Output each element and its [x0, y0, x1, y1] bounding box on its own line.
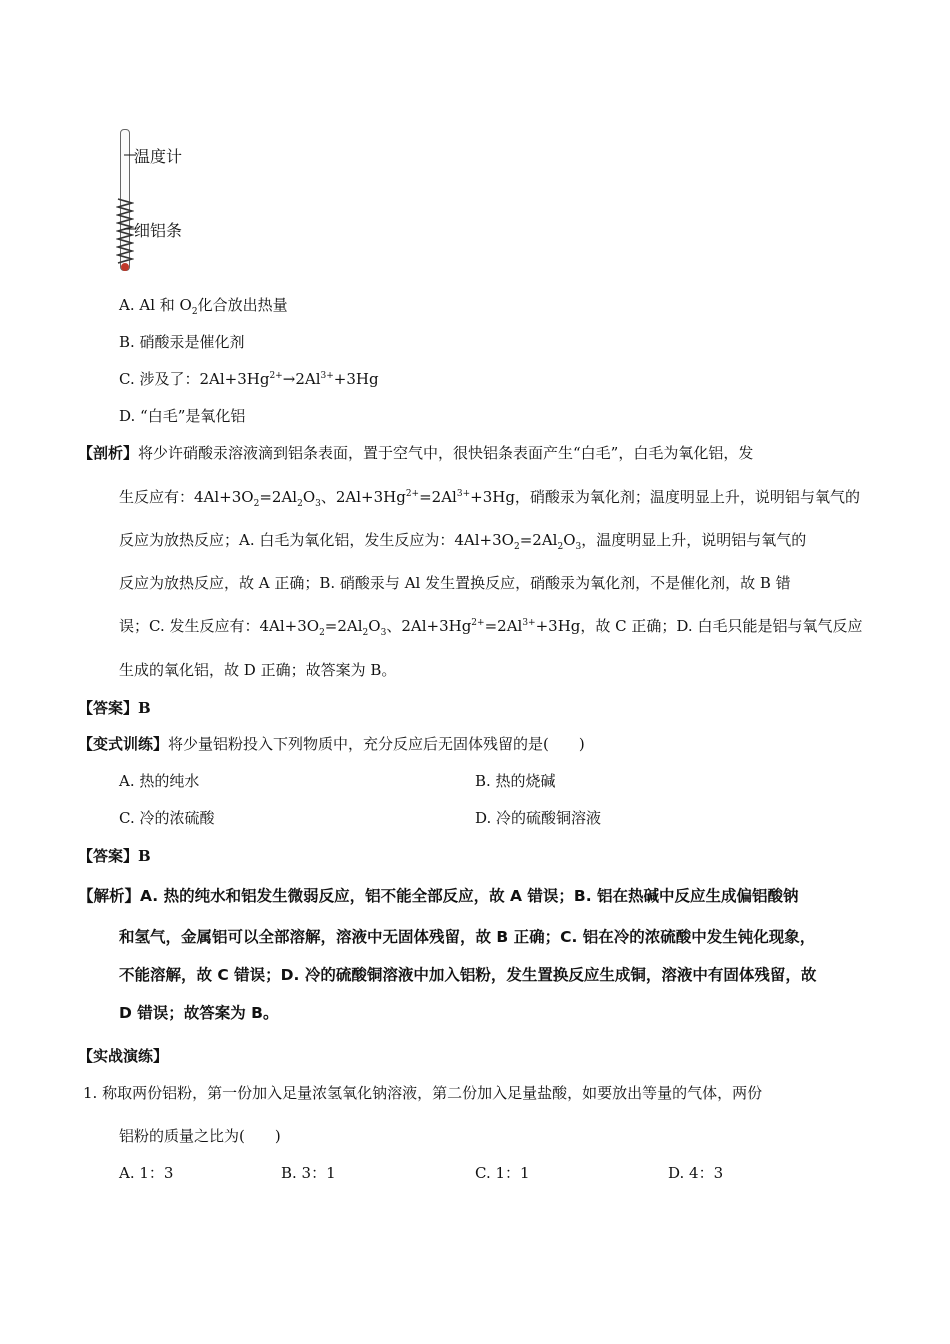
arrow-icon: → — [282, 370, 296, 388]
variant-option-a: A. 热的纯水 — [119, 772, 200, 790]
explanation-line-4: D 错误；故答案为 B。 — [119, 1004, 279, 1022]
variant-heading: 【变式训练】 — [78, 735, 169, 753]
practice-option-a: A. 1：3 — [119, 1164, 174, 1182]
analysis-line-6: 生成的氧化铝，故 D 正确；故答案为 B。 — [119, 661, 397, 679]
option-b: B. 硝酸汞是催化剂 — [119, 333, 245, 351]
analysis-line-3: 反应为放热反应；A. 白毛为氧化铝，发生反应为：$4Al+3O_2=2Al_2O_3$，温度明显上升，说明铝与氧气的 — [119, 531, 807, 552]
practice-question-1-line-1: 1. 称取两份铝粉，第一份加入足量浓氢氧化钠溶液，第二份加入足量盐酸，如要放出等量的气体，两份 — [83, 1084, 763, 1102]
explanation-line-3: 不能溶解，故 C 错误；D. 冷的硫酸铜溶液中加入铝粉，发生置换反应生成铜，溶液中有固体残留，故 — [119, 966, 817, 984]
answer-1: 【答案】B — [78, 699, 151, 717]
practice-option-c: C. 1：1 — [475, 1164, 530, 1182]
analysis-line-4: 反应为放热反应，故 A 正确；B. 硝酸汞与 Al 发生置换反应，硝酸汞为氧化剂，不是催化剂，故 B 错 — [119, 574, 791, 592]
answer-2: 【答案】B — [78, 847, 151, 865]
analysis-line-5: 误；C. 发生反应有：$4Al+3O_2=2Al_2O_3$、$2Al+3Hg^{2+}=2Al^{3+}+3Hg$，故 C 正确；D. 白毛只能是铝与氧气反应 — [119, 617, 863, 638]
explanation-line-1: 【解析】A. 热的纯水和铝发生微弱反应，铝不能全部反应，故 A 错误；B. 铝在热碱中反应生成偏铝酸钠 — [78, 887, 799, 905]
practice-option-d: D. 4：3 — [668, 1164, 724, 1182]
variant-option-b: B. 热的烧碱 — [475, 772, 556, 790]
practice-heading: 【实战演练】 — [78, 1047, 169, 1065]
aluminum-strip-label: 细铝条 — [134, 221, 183, 240]
variant-option-d: D. 冷的硫酸铜溶液 — [475, 809, 602, 827]
option-d: D. “白毛”是氧化铝 — [119, 407, 246, 425]
variant-option-c: C. 冷的浓硫酸 — [119, 809, 215, 827]
practice-option-b: B. 3：1 — [281, 1164, 336, 1182]
variant-question: 【变式训练】将少量铝粉投入下列物质中，充分反应后无固体残留的是( ) — [78, 735, 585, 753]
practice-question-1-line-2: 铝粉的质量之比为( ) — [119, 1127, 281, 1145]
analysis-heading: 【剖析】 — [78, 444, 139, 462]
thermometer-diagram — [112, 125, 222, 275]
thermometer-label: 温度计 — [134, 147, 183, 166]
option-a: A. Al 和 $O_2$化合放出热量 — [119, 296, 288, 317]
analysis-line-2: 生反应有：$4Al+3O_2=2Al_2O_3$、$2Al+3Hg^{2+}=2Al^{3+}+3Hg$，硝酸汞为氧化剂；温度明显上升，说明铝与氧气的 — [119, 488, 860, 509]
analysis-line-1: 【剖析】将少许硝酸汞溶液滴到铝条表面，置于空气中，很快铝条表面产生“白毛”，白毛为氧化铝，发 — [78, 444, 754, 462]
option-c: C. 涉及了：$2Al+3Hg^{2+}\to 2Al^{3+}+3Hg$ — [119, 370, 379, 388]
explanation-heading: 【解析】 — [78, 887, 141, 905]
explanation-line-2: 和氢气，金属铝可以全部溶解，溶液中无固体残留，故 B 正确；C. 铝在冷的浓硫酸中发生钝化现象， — [119, 928, 816, 946]
